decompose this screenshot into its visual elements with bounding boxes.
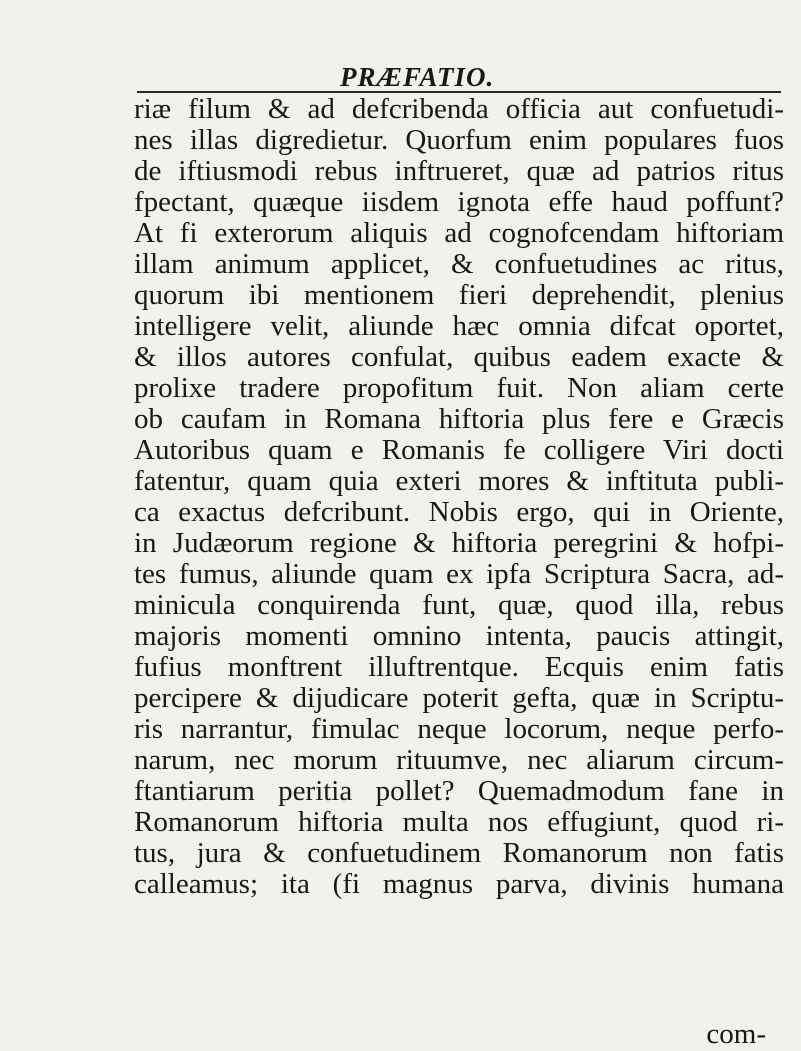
text-line: de iftiusmodi rebus inftrueret, quæ ad patrios ritus xyxy=(134,155,784,187)
catchword: com- xyxy=(706,1018,766,1050)
text-line: riæ filum & ad defcribenda officia aut confuetudi- xyxy=(134,93,784,125)
text-line: intelligere velit, aliunde hæc omnia difcat oportet, xyxy=(134,310,784,342)
text-line: minicula conquirenda funt, quæ, quod illa, rebus xyxy=(134,589,784,621)
text-line: in Judæorum regione & hiftoria peregrini & hofpi- xyxy=(134,527,784,559)
text-line: prolixe tradere propofitum fuit. Non aliam certe xyxy=(134,372,784,404)
running-head: PRÆFATIO. xyxy=(340,62,495,92)
text-line: quorum ibi mentionem fieri deprehendit, plenius xyxy=(134,279,784,311)
text-line: fufius monftrent illuftrentque. Ecquis enim fatis xyxy=(134,651,784,683)
text-line: Romanorum hiftoria multa nos effugiunt, quod ri- xyxy=(134,806,784,838)
text-line: illam animum applicet, & confuetudines ac ritus, xyxy=(134,248,784,280)
text-line: tes fumus, aliunde quam ex ipfa Scriptura Sacra, ad- xyxy=(134,558,784,590)
text-line: narum, nec morum rituumve, nec aliarum circum- xyxy=(134,744,784,776)
text-line: percipere & dijudicare poterit gefta, quæ in Scriptu- xyxy=(134,682,784,714)
text-line: ca exactus defcribunt. Nobis ergo, qui in Oriente, xyxy=(134,496,784,528)
text-line: & illos autores confulat, quibus eadem exacte & xyxy=(134,341,784,373)
text-line: Autoribus quam e Romanis fe colligere Viri docti xyxy=(134,434,784,466)
text-line: fpectant, quæque iisdem ignota effe haud poffunt? xyxy=(134,186,784,218)
text-line: ftantiarum peritia pollet? Quemadmodum fane in xyxy=(134,775,784,807)
text-line: majoris momenti omnino intenta, paucis attingit, xyxy=(134,620,784,652)
body-text xyxy=(134,94,784,900)
text-line: nes illas digredietur. Quorfum enim populares fuos xyxy=(134,124,784,156)
text-line: At fi exterorum aliquis ad cognofcendam hiftoriam xyxy=(134,217,784,249)
text-line: calleamus; ita (fi magnus parva, divinis humana xyxy=(134,868,784,900)
text-line: ob caufam in Romana hiftoria plus fere e Græcis xyxy=(134,403,784,435)
text-line: ris narrantur, fimulac neque locorum, neque perfo- xyxy=(134,713,784,745)
text-line: tus, jura & confuetudinem Romanorum non fatis xyxy=(134,837,784,869)
text-line: fatentur, quam quia exteri mores & inftituta publi- xyxy=(134,465,784,497)
